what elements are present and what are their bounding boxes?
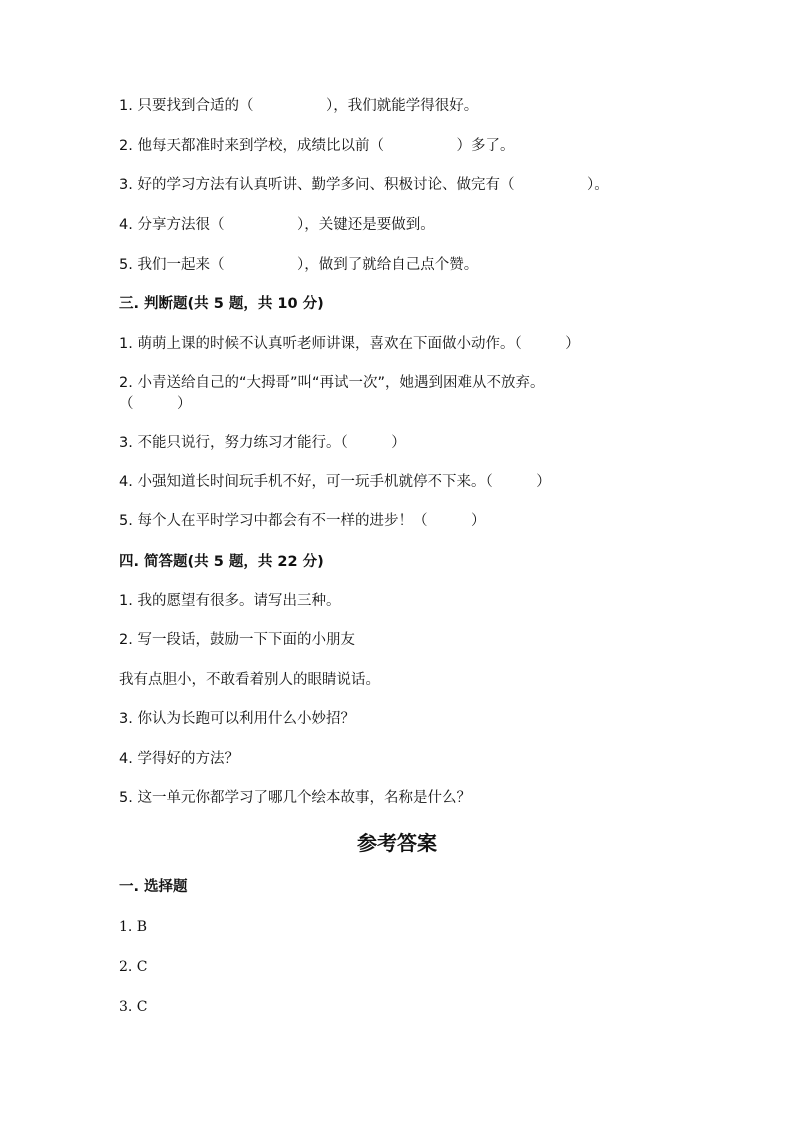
fill-blank-question-2: 2. 他每天都准时来到学校，成绩比以前（ ）多了。 <box>119 138 515 154</box>
short-answer-question-5: 5. 这一单元你都学习了哪几个绘本故事，名称是什么？ <box>119 790 471 806</box>
judge-question-4: 4. 小强知道长时间玩手机不好，可一玩手机就停不下来。（ ） <box>119 474 551 490</box>
short-answer-question-2-text: 我有点胆小，不敢看着别人的眼睛说话。 <box>119 672 380 688</box>
answer-3: 3. C <box>119 999 148 1015</box>
judge-question-3: 3. 不能只说行，努力练习才能行。（ ） <box>119 435 406 451</box>
short-answer-question-2: 2. 写一段话，鼓励一下下面的小朋友 <box>119 632 355 648</box>
short-answer-question-4: 4. 学得好的方法？ <box>119 751 239 767</box>
judge-section-heading: 三. 判断题(共 5 题，共 10 分) <box>119 296 324 312</box>
fill-blank-question-5: 5. 我们一起来（ ），做到了就给自己点个赞。 <box>119 257 479 273</box>
fill-blank-question-1: 1. 只要找到合适的（ ），我们就能学得很好。 <box>119 98 479 114</box>
answers-section-heading: 一. 选择题 <box>119 879 188 895</box>
fill-blank-question-3: 3. 好的学习方法有认真听讲、勤学多问、积极讨论、做完有（ ）。 <box>119 177 609 193</box>
answer-1: 1. B <box>119 919 148 935</box>
judge-question-5: 5. 每个人在平时学习中都会有不一样的进步！（ ） <box>119 513 486 529</box>
answer-2: 2. C <box>119 959 148 975</box>
fill-blank-question-4: 4. 分享方法很（ ），关键还是要做到。 <box>119 217 435 233</box>
judge-question-1: 1. 萌萌上课的时候不认真听老师讲课，喜欢在下面做小动作。（ ） <box>119 336 580 352</box>
short-answer-question-1: 1. 我的愿望有很多。请写出三种。 <box>119 593 341 609</box>
answers-title: 参考答案 <box>357 831 437 855</box>
judge-question-2-blank: （ ） <box>119 396 192 412</box>
short-answer-question-3: 3. 你认为长跑可以利用什么小妙招？ <box>119 711 355 727</box>
short-answer-section-heading: 四. 简答题(共 5 题，共 22 分) <box>119 554 324 570</box>
judge-question-2: 2. 小青送给自己的“大拇哥”叫“再试一次”，她遇到困难从不放弃。 <box>119 375 545 391</box>
